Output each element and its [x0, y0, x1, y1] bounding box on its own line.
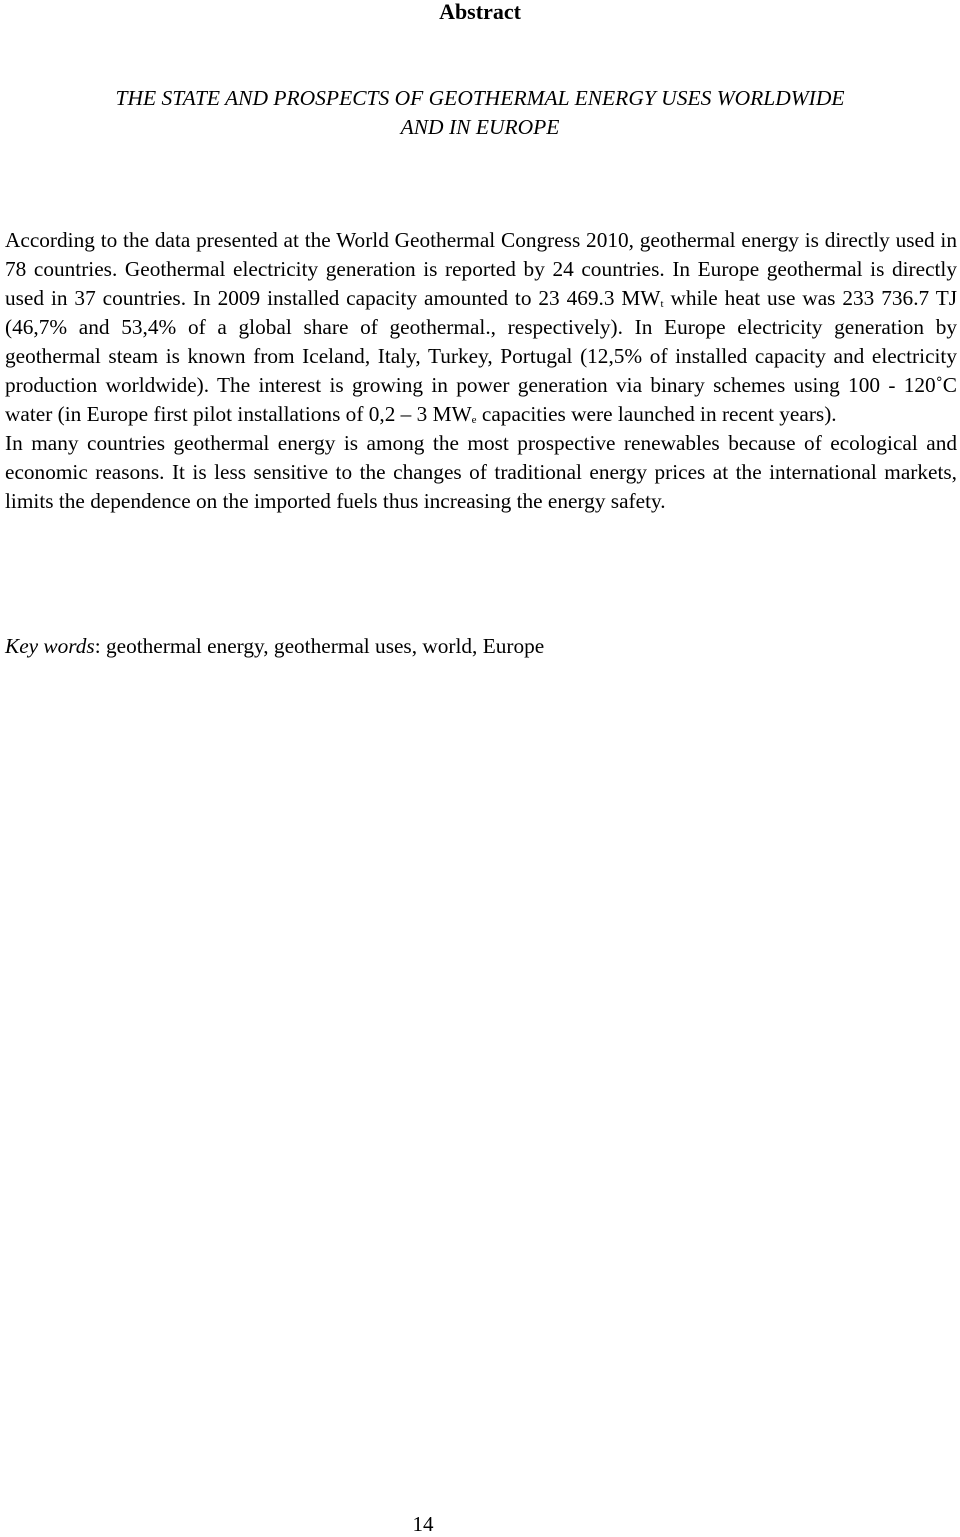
abstract-paragraph-1	[5, 226, 957, 429]
subscript-t: t	[660, 298, 664, 310]
paragraph-1-text-c: capacities were launched in recent years).	[476, 402, 837, 426]
paper-title-line-2: AND IN EUROPE	[400, 115, 560, 139]
keywords-text: geothermal energy, geothermal uses, world, Europe	[105, 634, 545, 658]
keywords-label: Key words	[5, 634, 95, 658]
page-number: 14	[412, 1512, 434, 1536]
paragraph-1-text-a: According to the data presented at the World Geothermal Congress 2010, geothermal energy is directly used in 78 countries. Geothermal electricity generation is reported by 24 countries. In Europe geothermal is directly used in 37 countries. In 2009 installed capacity amounted to 23 469.3 MW	[5, 228, 957, 310]
keywords-separator: :	[94, 634, 106, 658]
paper-title-line-1: THE STATE AND PROSPECTS OF GEOTHERMAL ENERGY USES WORLDWIDE	[115, 86, 845, 110]
abstract-heading: Abstract	[439, 0, 521, 24]
paragraph-1-text-b: while heat use was 233 736.7 TJ (46,7% and 53,4% of a global share of geothermal., respectively). In Europe electricity generation by geothermal steam is known from Iceland, Italy, Turkey, Portugal (12,5% of installed capacity and electricity production worldwide). The interest is growing in power generation via binary schemes using 100 - 120˚C water (in Europe first pilot installations of 0,2 – 3 MW	[5, 286, 957, 426]
abstract-body	[5, 226, 957, 516]
keywords-line	[5, 632, 544, 661]
abstract-paragraph-2: In many countries geothermal energy is among the most prospective renewables because of ecological and economic reasons. It is less sensitive to the changes of traditional energy prices at the international markets, limits the dependence on the imported fuels thus increasing the energy safety.	[5, 431, 957, 513]
paper-title	[0, 84, 960, 142]
subscript-e: e	[471, 414, 477, 426]
